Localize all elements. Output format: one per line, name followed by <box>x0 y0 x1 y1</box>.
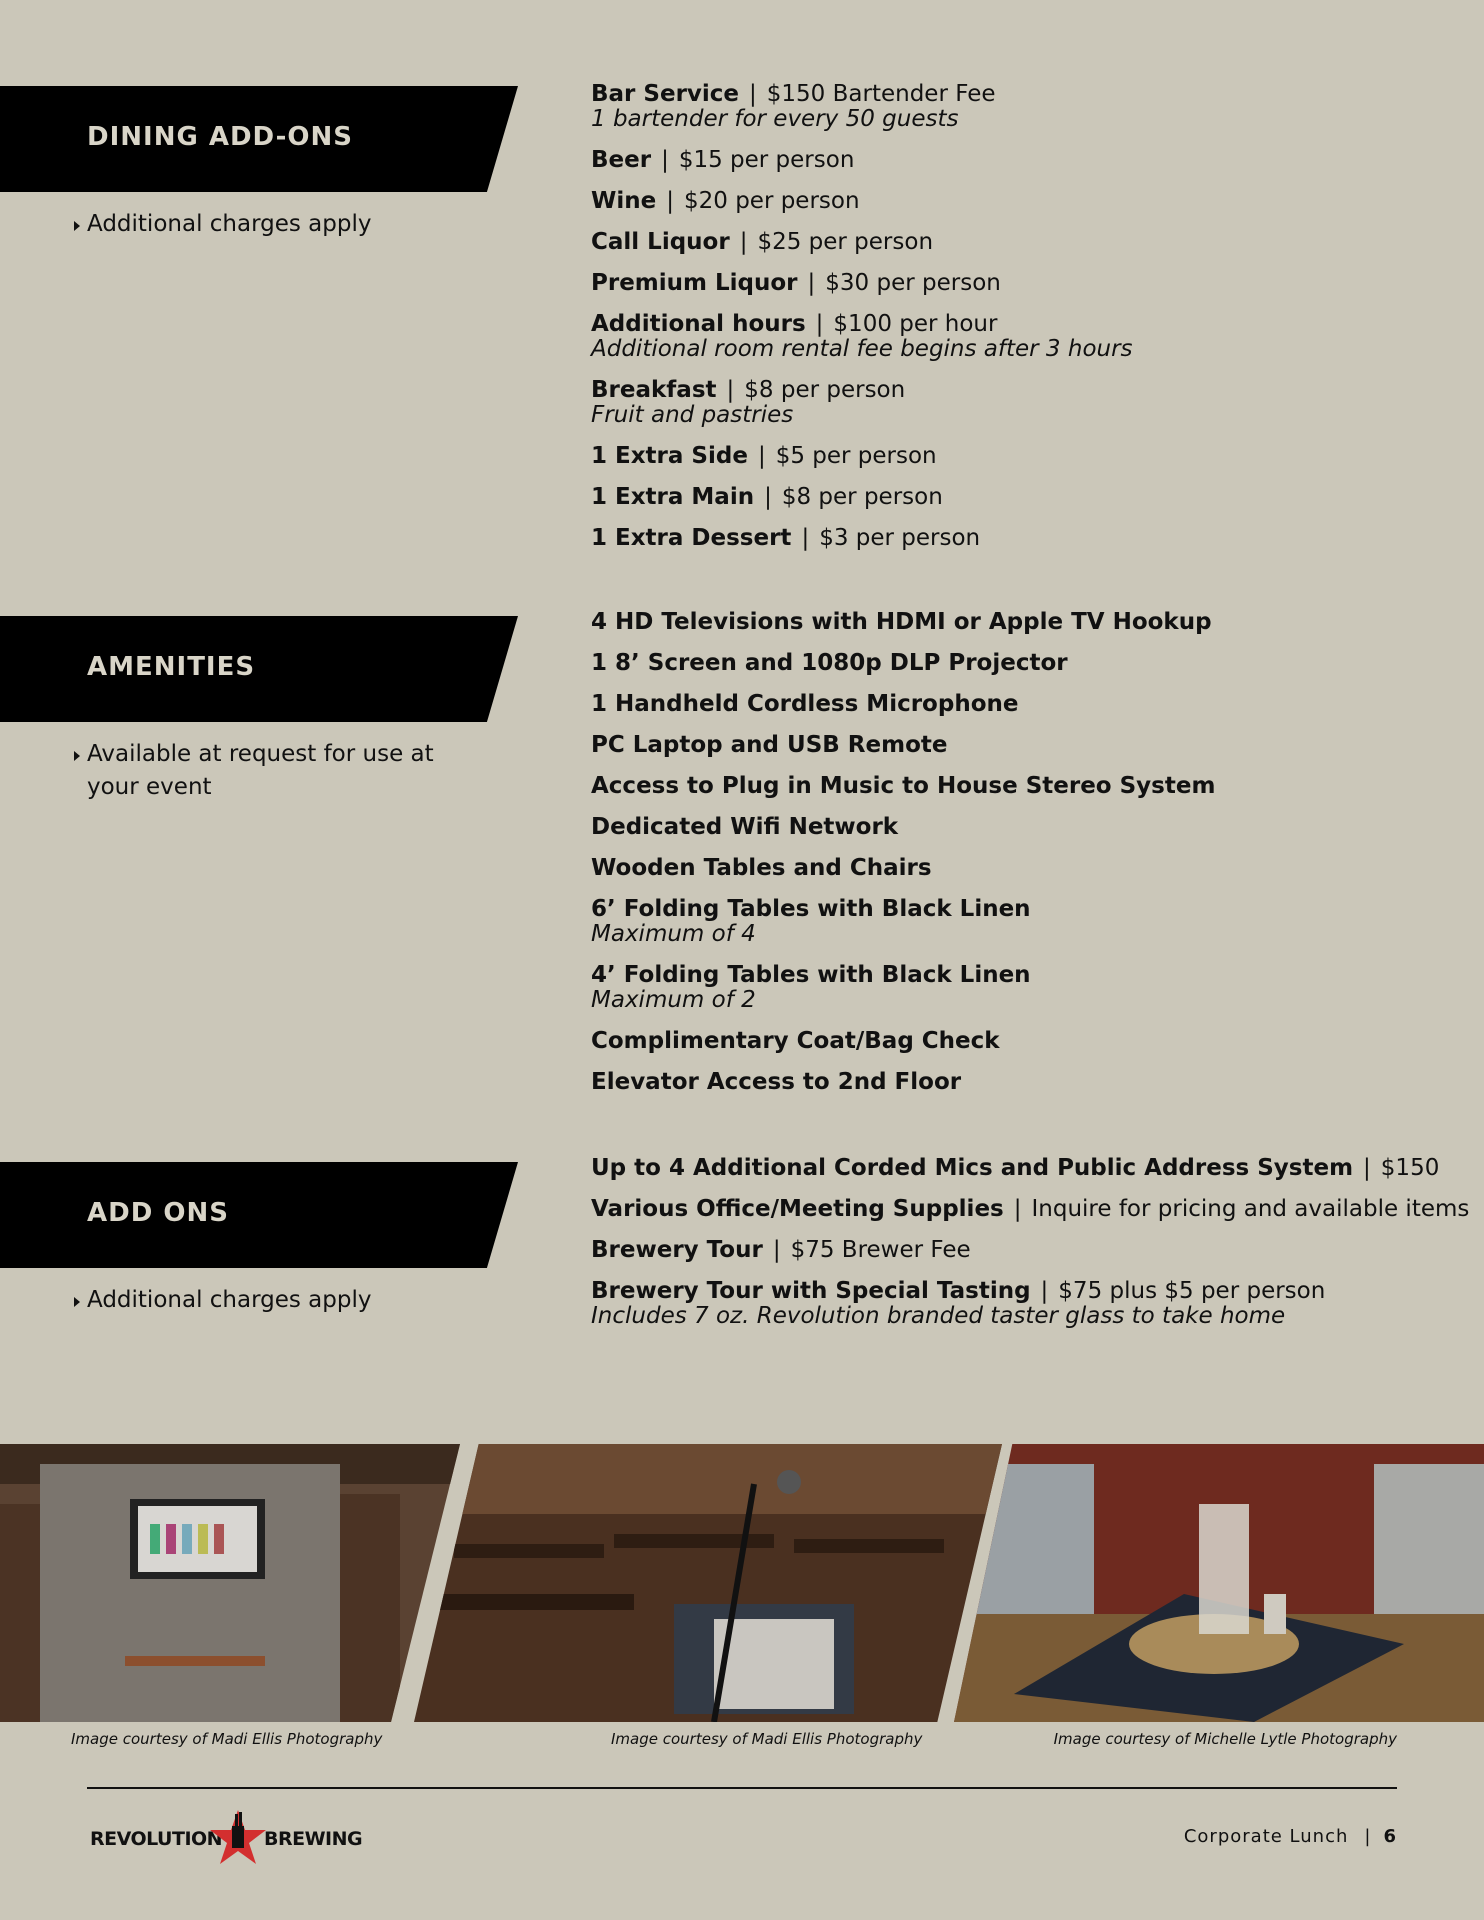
item-separator: | <box>666 188 674 214</box>
item-subtext: Fruit and pastries <box>591 402 794 428</box>
dining-addons-note: Additional charges apply <box>74 208 434 241</box>
item-subtext: Additional room rental fee begins after 3 hours <box>591 336 1133 362</box>
item-separator: | <box>1363 1155 1371 1181</box>
item-name: PC Laptop and USB Remote <box>591 732 948 758</box>
item-line <box>591 526 1471 551</box>
item-separator: | <box>1040 1278 1049 1304</box>
item-line <box>591 733 1471 758</box>
star-fist-icon <box>208 1808 268 1868</box>
addons-note: Additional charges apply <box>74 1284 434 1317</box>
item-name: Various Office/Meeting Supplies <box>591 1196 1004 1222</box>
item-name: Bar Service <box>591 81 740 107</box>
item-separator: | <box>1013 1196 1022 1222</box>
item-separator: | <box>757 443 766 469</box>
list-item <box>591 774 1471 799</box>
logo-text-right: BREWING <box>264 1828 363 1850</box>
list-item <box>591 610 1471 635</box>
item-subtext: Includes 7 oz. Revolution branded taster glass to take home <box>591 1303 1286 1329</box>
item-price: $8 per person <box>781 484 943 510</box>
photo-dining-hall <box>414 1444 1002 1722</box>
list-item <box>591 1070 1471 1095</box>
amenities-list <box>591 610 1471 1111</box>
item-line <box>591 1156 1471 1181</box>
item-name: Premium Liquor <box>591 270 798 296</box>
amenities-banner <box>0 616 518 722</box>
addons-list <box>591 1156 1471 1345</box>
item-separator: | <box>739 229 748 255</box>
list-item <box>591 485 1471 510</box>
photo-table-centerpiece <box>954 1444 1484 1722</box>
item-name: 1 8’ Screen and 1080p DLP Projector <box>591 650 1068 676</box>
item-separator: | <box>661 147 669 173</box>
item-line <box>591 485 1471 510</box>
footer-divider <box>87 1787 1397 1789</box>
item-line <box>591 82 1471 107</box>
item-name: Complimentary Coat/Bag Check <box>591 1028 1000 1054</box>
item-name: Dedicated Wifi Network <box>591 814 899 840</box>
amenities-note: Available at request for use at your event <box>74 738 434 804</box>
item-line <box>591 1197 1471 1222</box>
item-line <box>591 897 1471 922</box>
item-name: 4’ Folding Tables with Black Linen <box>591 962 1031 988</box>
item-separator: | <box>764 484 772 510</box>
item-line <box>591 312 1471 337</box>
photo-caption-2: Image courtesy of Madi Ellis Photography <box>611 1730 923 1748</box>
item-line <box>591 610 1471 635</box>
item-name: Beer <box>591 147 652 173</box>
list-item <box>591 189 1471 214</box>
logo-text-left: REVOLUTION <box>90 1828 223 1850</box>
item-line <box>591 1070 1471 1095</box>
footer-label: Corporate Lunch <box>1183 1826 1349 1847</box>
item-separator: | <box>807 270 816 296</box>
item-separator: | <box>749 81 757 107</box>
item-name: Breakfast <box>591 377 717 403</box>
item-price: $8 per person <box>744 377 906 403</box>
item-price: Inquire for pricing and available items <box>1031 1196 1470 1222</box>
item-separator: | <box>726 377 735 403</box>
item-price: $30 per person <box>825 270 1001 296</box>
item-price: $3 per person <box>819 525 981 551</box>
item-line <box>591 148 1471 173</box>
item-name: Wine <box>591 188 657 214</box>
list-item <box>591 1279 1471 1329</box>
item-subtext: Maximum of 4 <box>591 921 756 947</box>
addons-title: ADD ONS <box>87 1198 229 1228</box>
item-line <box>591 774 1471 799</box>
item-name: Call Liquor <box>591 229 730 255</box>
photo-strip <box>0 1444 1484 1722</box>
photo-tv-room <box>0 1444 460 1722</box>
photo-caption-3: Image courtesy of Michelle Lytle Photography <box>1053 1730 1397 1748</box>
list-item <box>591 526 1471 551</box>
list-item <box>591 1197 1471 1222</box>
list-item <box>591 733 1471 758</box>
item-name: 4 HD Televisions with HDMI or Apple TV Hookup <box>591 609 1212 635</box>
item-name: Additional hours <box>591 311 806 337</box>
item-line <box>591 378 1471 403</box>
photo-caption-1: Image courtesy of Madi Ellis Photography <box>71 1730 383 1748</box>
item-line <box>591 963 1471 988</box>
amenities-title: AMENITIES <box>87 652 256 682</box>
item-price: $100 per hour <box>833 311 998 337</box>
dining-addons-title: DINING ADD-ONS <box>87 122 353 152</box>
list-item <box>591 378 1471 428</box>
item-separator: | <box>772 1237 781 1263</box>
list-item <box>591 82 1471 132</box>
footer-separator: | <box>1364 1826 1372 1847</box>
page-footer <box>1184 1826 1397 1847</box>
item-name: Wooden Tables and Chairs <box>591 855 932 881</box>
list-item <box>591 148 1471 173</box>
item-line <box>591 1029 1471 1054</box>
list-item <box>591 815 1471 840</box>
item-line <box>591 692 1471 717</box>
list-item <box>591 271 1471 296</box>
bullet-arrow-icon <box>74 1297 80 1307</box>
revolution-brewing-logo <box>90 1808 370 1868</box>
list-item <box>591 312 1471 362</box>
item-name: 1 Extra Dessert <box>591 525 792 551</box>
item-price: $150 Bartender Fee <box>766 81 996 107</box>
item-line <box>591 1238 1471 1263</box>
list-item <box>591 651 1471 676</box>
item-name: Up to 4 Additional Corded Mics and Public Address System <box>591 1155 1354 1181</box>
item-price: $5 per person <box>775 443 937 469</box>
bullet-arrow-icon <box>74 751 80 761</box>
list-item <box>591 444 1471 469</box>
item-price: $20 per person <box>683 188 860 214</box>
item-price: $25 per person <box>757 229 934 255</box>
list-item <box>591 230 1471 255</box>
item-price: $150 <box>1380 1155 1440 1181</box>
item-name: Access to Plug in Music to House Stereo System <box>591 773 1216 799</box>
list-item <box>591 1156 1471 1181</box>
item-price: $75 Brewer Fee <box>790 1237 971 1263</box>
list-item <box>591 856 1471 881</box>
dining-addons-list <box>591 82 1471 567</box>
item-line <box>591 815 1471 840</box>
item-line <box>591 651 1471 676</box>
list-item <box>591 963 1471 1013</box>
item-separator: | <box>815 311 824 337</box>
item-price: $15 per person <box>678 147 855 173</box>
item-subtext: 1 bartender for every 50 guests <box>591 106 959 132</box>
item-name: Brewery Tour with Special Tasting <box>591 1278 1031 1304</box>
list-item <box>591 1029 1471 1054</box>
item-name: Elevator Access to 2nd Floor <box>591 1069 962 1095</box>
item-separator: | <box>801 525 810 551</box>
item-price: $75 plus $5 per person <box>1058 1278 1326 1304</box>
list-item <box>591 1238 1471 1263</box>
item-name: 1 Extra Side <box>591 443 748 469</box>
page-number: 6 <box>1383 1826 1397 1847</box>
item-subtext: Maximum of 2 <box>591 987 756 1013</box>
item-line <box>591 189 1471 214</box>
list-item <box>591 692 1471 717</box>
item-name: 1 Extra Main <box>591 484 755 510</box>
list-item <box>591 897 1471 947</box>
item-line <box>591 271 1471 296</box>
addons-banner <box>0 1162 518 1268</box>
item-name: Brewery Tour <box>591 1237 763 1263</box>
item-name: 1 Handheld Cordless Microphone <box>591 691 1019 717</box>
item-line <box>591 230 1471 255</box>
item-name: 6’ Folding Tables with Black Linen <box>591 896 1031 922</box>
item-line <box>591 856 1471 881</box>
bullet-arrow-icon <box>74 221 80 231</box>
item-line <box>591 1279 1471 1304</box>
item-line <box>591 444 1471 469</box>
